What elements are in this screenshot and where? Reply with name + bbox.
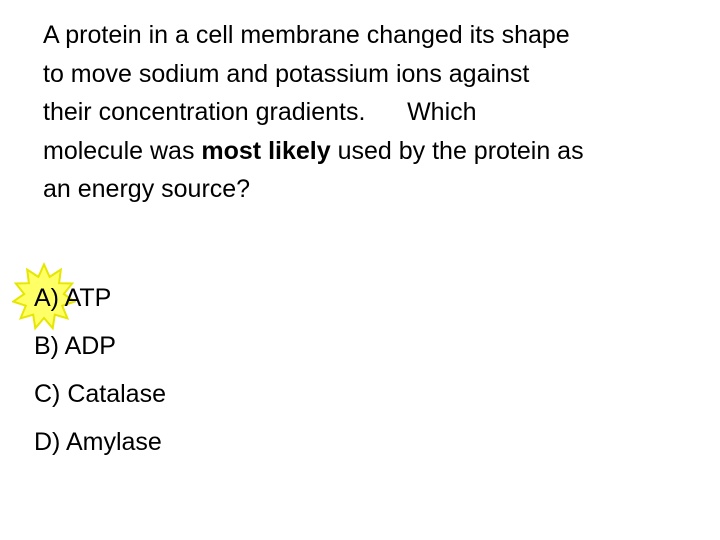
question-text [43,16,703,209]
emphasis-text: most likely [201,136,331,165]
question-line: A protein in a cell membrane changed its shape [43,21,570,49]
question-line [43,132,703,171]
question-line: an energy source? [43,175,251,203]
question-text-segment: used by the protein as [330,136,584,165]
answer-option-c[interactable]: C) Catalase [34,380,166,408]
question-text-segment: molecule was [43,136,202,165]
question-line: their concentration gradients. Which [43,98,477,126]
answer-list [34,274,166,466]
answer-option-a[interactable]: A) ATP [34,284,112,312]
question-line: to move sodium and potassium ions against [43,59,530,88]
answer-option-d[interactable]: D) Amylase [34,428,162,456]
answer-option-b[interactable]: B) ADP [34,332,116,360]
